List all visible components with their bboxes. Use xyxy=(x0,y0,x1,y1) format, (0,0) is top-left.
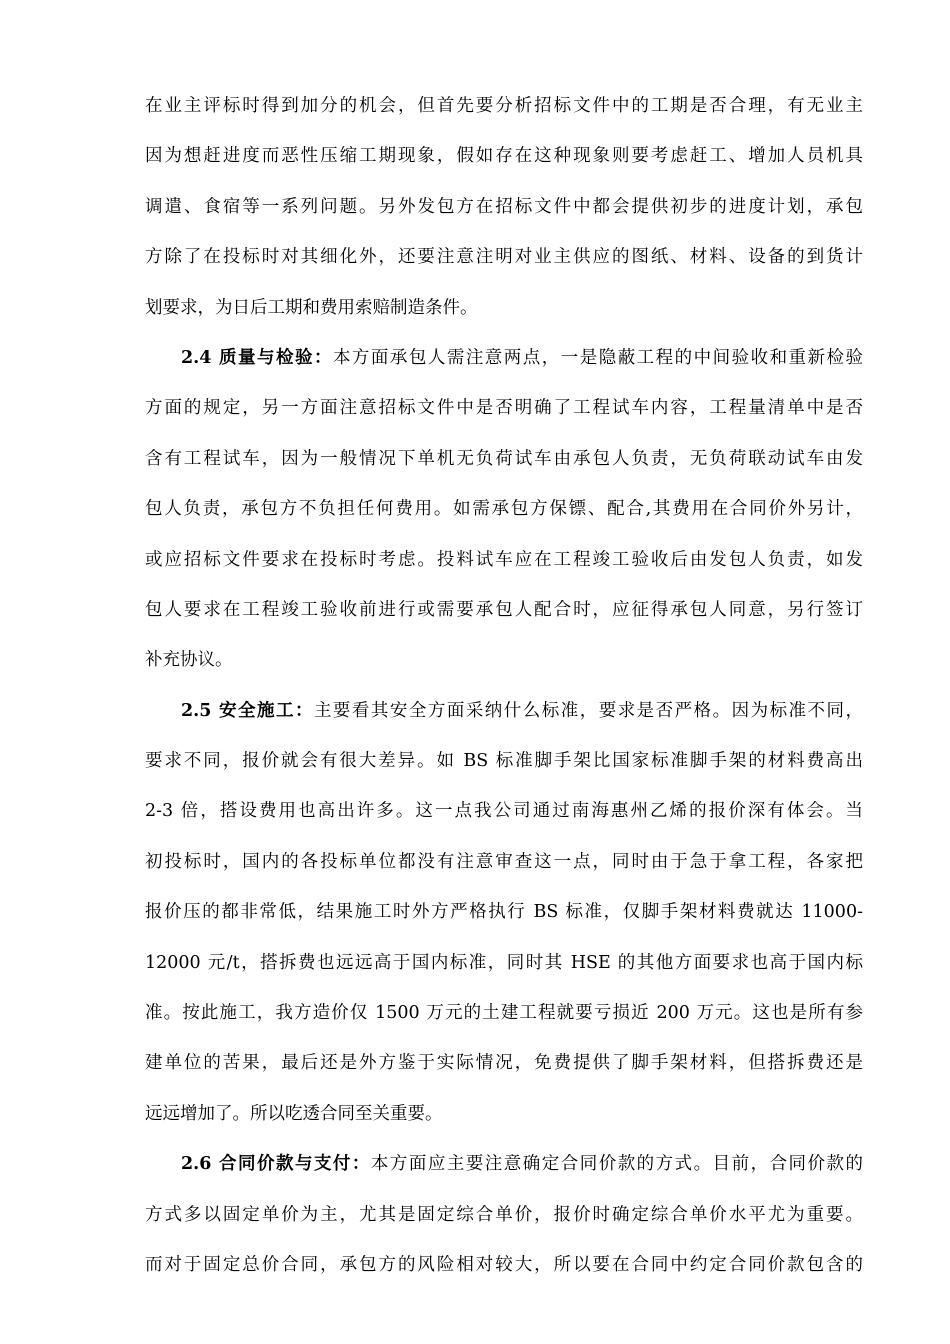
text-line: 包人负责，承包方不负担任何费用。如需承包方保镖、配合,其费用在合同价外另计， xyxy=(145,499,863,520)
section-heading: 2.5 安全施工： xyxy=(181,700,314,721)
paragraph-safety-construction xyxy=(145,692,863,1146)
text-line xyxy=(145,339,863,389)
text-line: 要求不同，报价就会有很大差异。如 BS 标准脚手架比国家标准脚手架的材料费高出 xyxy=(145,751,863,772)
text-line xyxy=(145,1145,863,1195)
section-heading: 2.4 质量与检验： xyxy=(181,347,333,368)
text-line: 或应招标文件要求在投标时考虑。投料试车应在工程竣工验收后由发包人负责，如发 xyxy=(145,549,863,570)
text-line: 方面的规定，另一方面注意招标文件中是否明确了工程试车内容，工程量清单中是否 xyxy=(145,398,863,419)
text-line: 因为想赶进度而恶性压缩工期现象，假如存在这种现象则要考虑赶工、增加人员机具 xyxy=(145,146,863,167)
section-heading: 2.6 合同价款与支付： xyxy=(181,1154,371,1175)
text-line: 补充协议。 xyxy=(145,650,233,671)
paragraph-schedule-continuation xyxy=(145,87,863,339)
text-line xyxy=(145,692,863,742)
text-line: 准。按此施工，我方造价仅 1500 万元的土建工程就要亏损近 200 万元。这也是所有参 xyxy=(145,1003,863,1024)
paragraph-contract-price-payment xyxy=(145,1145,863,1296)
text-line: 2-3 倍，搭设费用也高出许多。这一点我公司通过南海惠州乙烯的报价深有体会。当 xyxy=(145,801,863,822)
text-line: 调遣、食宿等一系列问题。另外发包方在招标文件中都会提供初步的进度计划，承包 xyxy=(145,196,863,217)
text-line: 包人要求在工程竣工验收前进行或需要承包人配合时，应征得承包人同意，另行签订 xyxy=(145,599,863,620)
text-span: 本方面承包人需注意两点，一是隐蔽工程的中间验收和重新检验 xyxy=(332,347,864,368)
document-page xyxy=(145,87,863,1296)
text-line: 报价压的都非常低，结果施工时外方严格执行 BS 标准，仅脚手架材料费就达 11000- xyxy=(145,902,863,923)
text-span: 本方面应主要注意确定合同价款的方式。目前，合同价款的 xyxy=(370,1154,864,1175)
text-line: 划要求，为日后工期和费用索赔制造条件。 xyxy=(145,297,478,318)
text-line: 含有工程试车，因为一般情况下单机无负荷试车由承包人负责，无负荷联动试车由发 xyxy=(145,448,863,469)
text-line: 方式多以固定单价为主，尤其是固定综合单价，报价时确定综合单价水平尤为重要。 xyxy=(145,1204,863,1225)
text-line: 方除了在投标时对其细化外，还要注意注明对业主供应的图纸、材料、设备的到货计 xyxy=(145,247,863,268)
text-line: 而对于固定总价合同，承包方的风险相对较大，所以要在合同中约定合同价款包含的 xyxy=(145,1254,863,1275)
text-line: 远远增加了。所以吃透合同至关重要。 xyxy=(145,1103,443,1124)
text-line: 初投标时，国内的各投标单位都没有注意审查这一点，同时由于急于拿工程，各家把 xyxy=(145,851,863,872)
text-line: 12000 元/t，搭拆费也远远高于国内标准，同时其 HSE 的其他方面要求也高于国内标 xyxy=(145,952,863,973)
text-span: 主要看其安全方面采纳什么标准，要求是否严格。因为标准不同， xyxy=(313,700,864,721)
text-line: 建单位的苦果，最后还是外方鉴于实际情况，免费提供了脚手架材料，但搭拆费还是 xyxy=(145,1053,863,1074)
paragraph-quality-inspection xyxy=(145,339,863,692)
text-line: 在业主评标时得到加分的机会，但首先要分析招标文件中的工期是否合理，有无业主 xyxy=(145,96,863,116)
